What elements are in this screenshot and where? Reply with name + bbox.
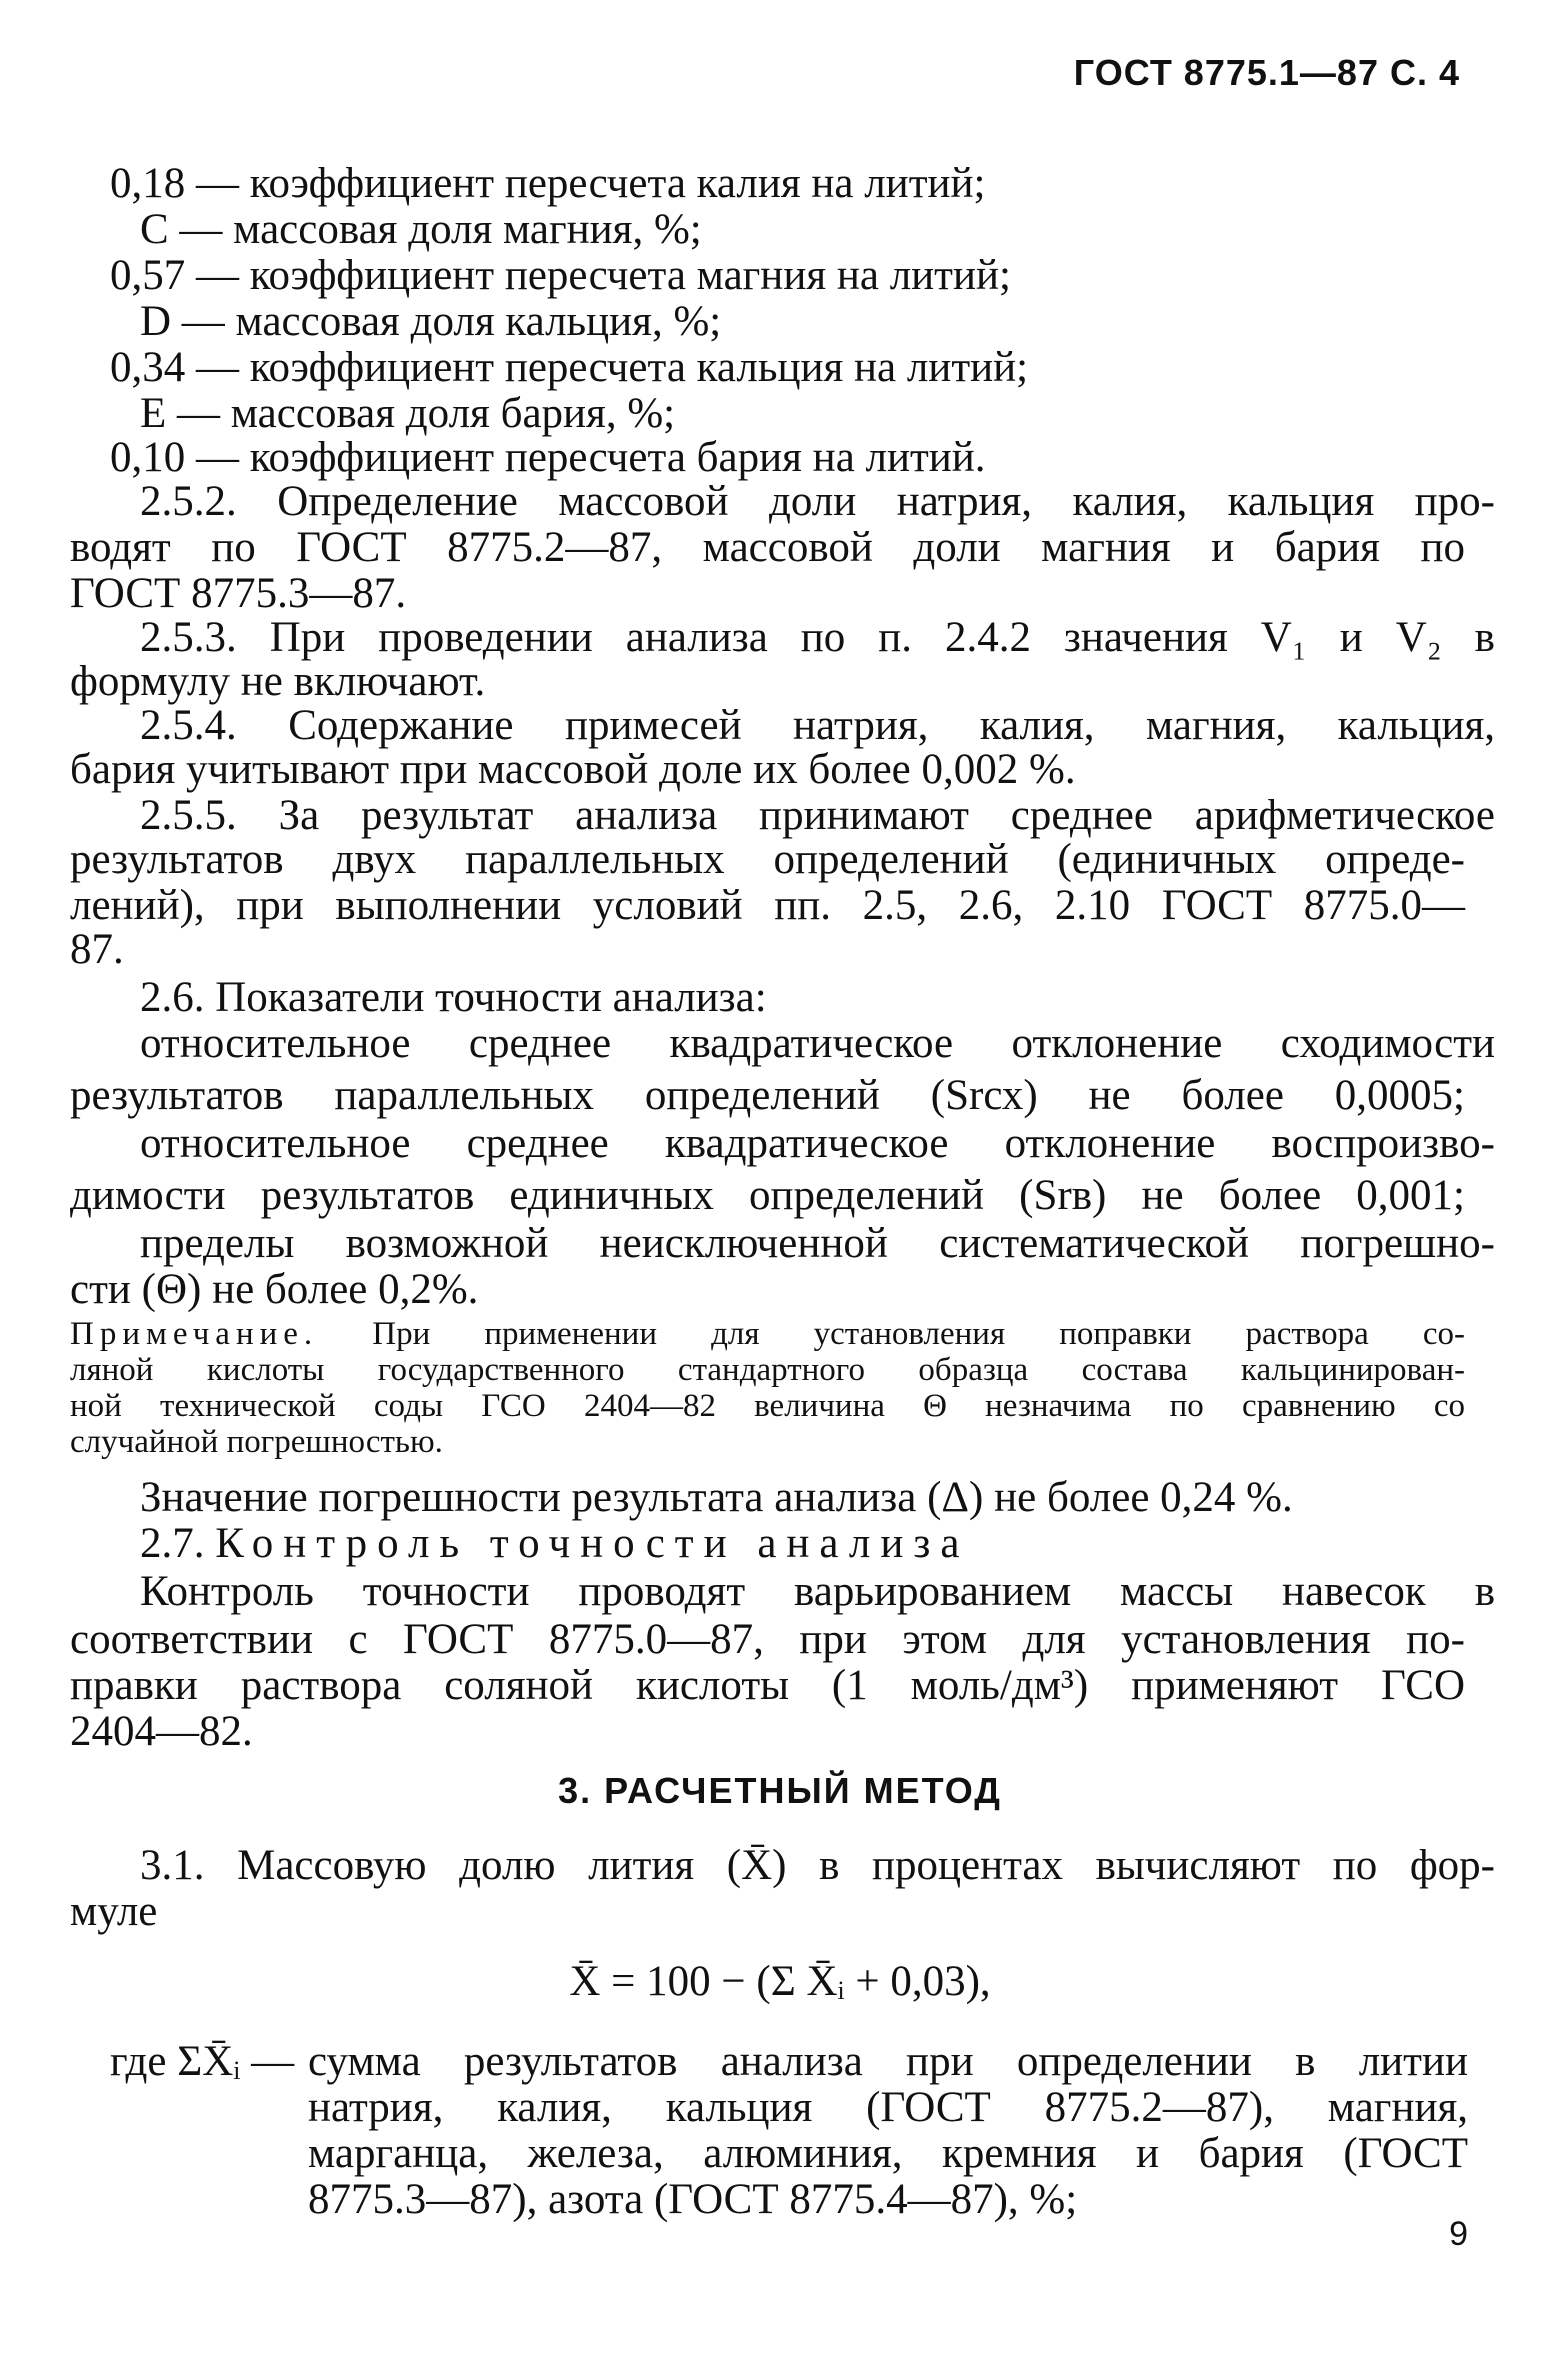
paragraph-line: 2.5.5. За результат анализа принимают среднее арифметическое — [140, 792, 1495, 839]
legend-line: C — массовая доля магния, %; — [140, 206, 702, 253]
where-line: марганца, железа, алюминия, кремния и бария (ГОСТ — [308, 2130, 1468, 2177]
subsection-number: 2.7. — [140, 1520, 205, 1567]
paragraph-line: димости результатов единичных определений (Srв) не более 0,001; — [70, 1172, 1465, 1219]
paragraph-line: 87. — [70, 926, 124, 973]
paragraph-line: сти (Θ) не более 0,2%. — [70, 1266, 479, 1313]
legend-line: 0,57 — коэффициент пересчета магния на литий; — [110, 252, 1011, 299]
section-title: 3. РАСЧЕТНЫЙ МЕТОД — [558, 1770, 1002, 1811]
paragraph-line: Значение погрешности результата анализа (Δ) не более 0,24 %. — [140, 1474, 1293, 1521]
note-label: Примечание. — [70, 1316, 319, 1352]
formula: X̄ = 100 − (Σ X̄ᵢ + 0,03), — [569, 1958, 991, 2005]
legend-line: E — массовая доля бария, %; — [140, 390, 676, 437]
where-line: натрия, калия, кальция (ГОСТ 8775.2—87), магния, — [308, 2084, 1468, 2131]
subsection-title: Контроль точности анализа — [215, 1520, 970, 1567]
paragraph-line: муле — [70, 1888, 158, 1935]
paragraph-line: относительное среднее квадратическое отклонение сходимости — [140, 1020, 1495, 1067]
where-prefix: где ΣX̄ᵢ — — [110, 2038, 295, 2085]
note-line — [70, 1316, 1465, 1353]
legend-line: D — массовая доля кальция, %; — [140, 298, 722, 345]
legend-line: 0,18 — коэффициент пересчета калия на литий; — [110, 160, 986, 207]
where-line: сумма результатов анализа при определении в литии — [308, 2038, 1468, 2085]
paragraph-line: относительное среднее квадратическое отклонение воспроизво- — [140, 1120, 1495, 1167]
note-line: случайной погрешностью. — [70, 1424, 443, 1460]
paragraph-line: 3.1. Массовую долю лития (X̄) в процентах вычисляют по фор- — [140, 1842, 1495, 1889]
paragraph-line: 2.5.3. При проведении анализа по п. 2.4.2 значения V₁ и V₂ в — [140, 614, 1495, 661]
where-line: 8775.3—87), азота (ГОСТ 8775.4—87), %; — [308, 2176, 1078, 2223]
paragraph-line: 2.6. Показатели точности анализа: — [140, 974, 767, 1021]
note-line: ной технической соды ГСО 2404—82 величина Θ незначима по сравнению со — [70, 1388, 1465, 1424]
note-text: При применении для установления поправки раствора со- — [372, 1316, 1466, 1352]
paragraph-line: результатов двух параллельных определений (единичных опреде- — [70, 836, 1465, 883]
legend-line: 0,34 — коэффициент пересчета кальция на литий; — [110, 344, 1029, 391]
subsection-heading — [140, 1518, 969, 1570]
paragraph-line: пределы возможной неисключенной систематической погрешно- — [140, 1220, 1495, 1267]
paragraph-line: соответствии с ГОСТ 8775.0—87, при этом для установления по- — [70, 1616, 1465, 1663]
paragraph-line: правки раствора соляной кислоты (1 моль/дм³) применяют ГСО — [70, 1662, 1465, 1709]
paragraph-line: 2.5.4. Содержание примесей натрия, калия, магния, кальция, — [140, 702, 1495, 749]
paragraph-line: Контроль точности проводят варьированием массы навесок в — [140, 1568, 1495, 1615]
paragraph-line: водят по ГОСТ 8775.2—87, массовой доли магния и бария по — [70, 524, 1465, 571]
paragraph-line: лений), при выполнении условий пп. 2.5, 2.6, 2.10 ГОСТ 8775.0— — [70, 882, 1465, 929]
paragraph-line: 2404—82. — [70, 1708, 253, 1755]
page-header: ГОСТ 8775.1—87 С. 4 — [1073, 52, 1460, 93]
paragraph-line: бария учитывают при массовой доле их более 0,002 %. — [70, 746, 1076, 793]
paragraph-line: результатов параллельных определений (Srсх) не более 0,0005; — [70, 1072, 1465, 1119]
paragraph-line: 2.5.2. Определение массовой доли натрия, калия, кальция про- — [140, 478, 1495, 525]
paragraph-line: ГОСТ 8775.3—87. — [70, 570, 407, 617]
paragraph-line: формулу не включают. — [70, 658, 486, 705]
page-number: 9 — [1449, 2215, 1468, 2253]
legend-line: 0,10 — коэффициент пересчета бария на литий. — [110, 434, 986, 481]
note-line: ляной кислоты государственного стандартного образца состава кальцинирован- — [70, 1352, 1465, 1388]
